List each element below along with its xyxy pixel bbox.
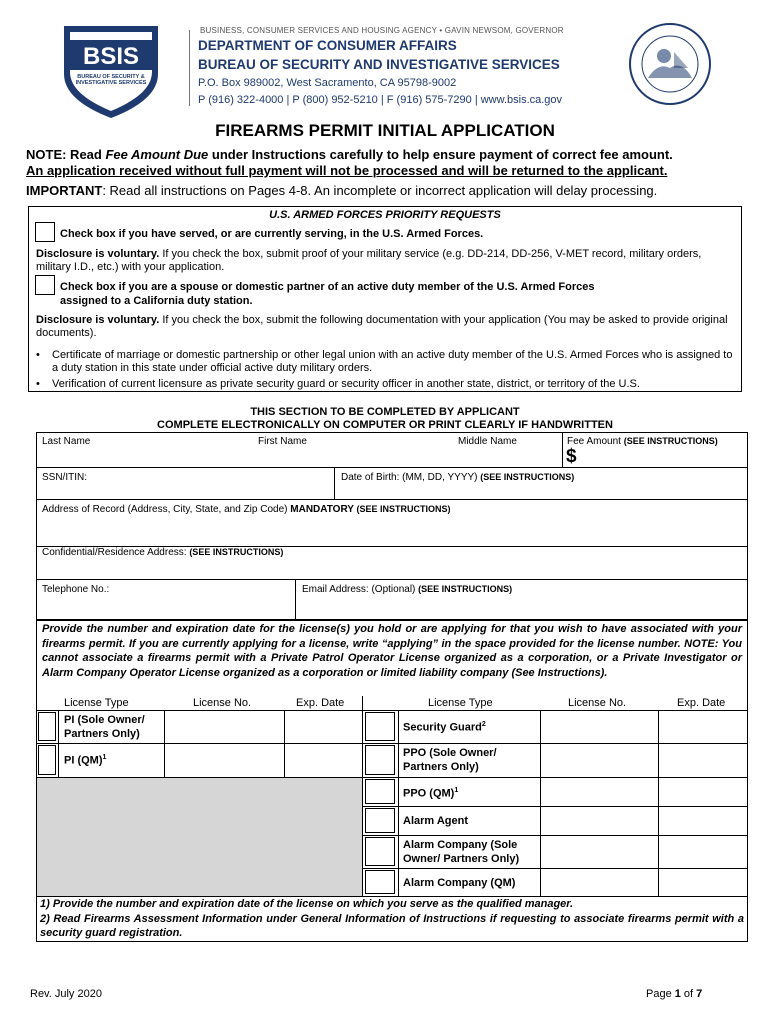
footnote-1: 1) Provide the number and expiration date of the license on which you serve as the qualified manager. [40,898,574,910]
alarm-company-sole-owner-label: Alarm Company (Sole Owner/ Partners Only) [403,839,520,865]
dob-input[interactable] [340,484,744,497]
bullet-1: • Certificate of marriage or domestic partnership or other legal union with an active duty member of the U.S. Armed Forces who is assigned to a duty station in this state under official active duty military orders. [36,349,733,374]
state-seal [628,22,712,106]
important-note: IMPORTANT: Read all instructions on Pages 4-8. An incomplete or incorrect application will delay processing. [26,183,658,198]
telephone-label: Telephone No.: [42,584,110,595]
alarm-company-sole-owner-checkbox[interactable] [365,837,395,866]
email-input[interactable] [300,597,744,617]
alarm-agent-license-no[interactable] [542,808,656,833]
payment-warning: An application received without full payment will not be processed and will be returned to the applicant. [26,163,668,178]
ppo-sole-owner-label: PPO (Sole Owner/ Partners Only) [403,747,497,773]
fee-amount-label: Fee Amount (SEE INSTRUCTIONS) [567,436,718,447]
ppo-qm-exp-date[interactable] [660,779,746,804]
alarm-company-qm-license-no[interactable] [542,870,656,894]
alarm-agent-exp-date[interactable] [660,808,746,833]
fee-note: NOTE: Read Fee Amount Due under Instructions carefully to help ensure payment of correct fee amount. [26,147,673,162]
middle-name-label: Middle Name [458,436,517,447]
ppo-sole-owner-checkbox[interactable] [365,745,395,775]
page-number: Page 1 of 7 [646,988,703,1000]
alarm-agent-checkbox[interactable] [365,808,395,833]
spouse-label-2: assigned to a California duty station. [60,295,253,307]
col-license-no-right: License No. [568,697,627,709]
pi-qm-checkbox[interactable] [38,745,56,775]
bureau-address: P.O. Box 989002, West Sacramento, CA 95798-9002 [198,77,457,89]
svg-text:BUREAU OF SECURITY &: BUREAU OF SECURITY & [77,74,145,80]
fee-amount-input[interactable] [582,448,742,465]
spouse-checkbox[interactable] [35,275,55,295]
col-license-type-left: License Type [64,697,129,709]
col-license-type-right: License Type [428,697,493,709]
alarm-company-qm-exp-date[interactable] [660,870,746,894]
email-label: Email Address: (Optional) (SEE INSTRUCTIONS) [302,584,513,595]
ppo-qm-checkbox[interactable] [365,779,395,804]
military-service-label: Check box if you have served, or are currently serving, in the U.S. Armed Forces. [60,228,484,240]
address-of-record-input[interactable] [40,518,744,544]
pi-sole-owner-exp-date[interactable] [286,712,360,741]
security-guard-label: Security Guard$^2$ [403,721,486,734]
alarm-company-sole-owner-exp-date[interactable] [660,837,746,866]
military-service-checkbox[interactable] [35,222,55,242]
agency-line: BUSINESS, CONSUMER SERVICES AND HOUSING AGENCY • GAVIN NEWSOM, GOVERNOR [200,26,564,35]
address-of-record-label: Address of Record (Address, City, State, and Zip Code) MANDATORY (SEE INSTRUCTIONS) [42,504,451,515]
confidential-address-label: Confidential/Residence Address: (SEE INSTRUCTIONS) [42,547,284,558]
col-exp-date-right: Exp. Date [677,697,726,709]
security-guard-exp-date[interactable] [660,712,746,741]
department-name: DEPARTMENT OF CONSUMER AFFAIRS [198,38,457,53]
ppo-sole-owner-license-no[interactable] [542,745,656,775]
alarm-agent-label: Alarm Agent [403,815,468,827]
pi-sole-owner-checkbox[interactable] [38,712,56,741]
alarm-company-sole-owner-license-no[interactable] [542,837,656,866]
col-exp-date-left: Exp. Date [296,697,345,709]
dollar-sign: $ [566,446,577,467]
revision-date: Rev. July 2020 [30,988,102,1000]
svg-text:INVESTIGATIVE SERVICES: INVESTIGATIVE SERVICES [75,80,147,86]
license-instructions: Provide the number and expiration date for the license(s) you hold or are applying for that you wish to have associated with your firearms permit. If you are currently applying for a license, write “applying” in the space provided for the license number. NOTE: You cannot associate a firearms permit with a Private Patrol Operator License organized as a corporation, or a Private Investigator or Alarm Company Operator License organized as a corporation or limited liability company (See Instructions). [42,623,742,679]
applicant-heading-2: COMPLETE ELECTRONICALLY ON COMPUTER OR PRINT CLEARLY IF HANDWRITTEN [157,419,613,431]
pi-qm-label: PI (QM)$^1$ [64,754,107,767]
header-divider [189,30,190,106]
pi-sole-owner-label: PI (Sole Owner/ Partners Only) [64,714,145,740]
bureau-contact: P (916) 322-4000 | P (800) 952-5210 | F (916) 575-7290 | www.bsis.ca.gov [198,94,563,106]
ppo-qm-label: PPO (QM)$^1$ [403,787,459,800]
confidential-address-input[interactable] [40,560,744,577]
left-gray-area [37,777,362,896]
security-guard-license-no[interactable] [542,712,656,741]
bsis-logo [56,20,166,120]
pi-sole-owner-license-no[interactable] [166,712,282,741]
security-guard-checkbox[interactable] [365,712,395,741]
ssn-label: SSN/ITIN: [42,472,88,483]
last-name-label: Last Name [42,436,91,447]
first-name-label: First Name [258,436,307,447]
footnote-2: 2) Read Firearms Assessment Information under General Information of Instructions if requesting to associate firearms permit with a security guard registration. [40,913,744,939]
alarm-company-qm-checkbox[interactable] [365,870,395,894]
applicant-heading-1: THIS SECTION TO BE COMPLETED BY APPLICANT [250,406,520,418]
alarm-company-qm-label: Alarm Company (QM) [403,877,516,889]
telephone-input[interactable] [40,597,290,617]
ppo-qm-license-no[interactable] [542,779,656,804]
ssn-input[interactable] [40,484,330,497]
bureau-name: BUREAU OF SECURITY AND INVESTIGATIVE SERVICES [198,57,560,72]
ppo-sole-owner-exp-date[interactable] [660,745,746,775]
pi-qm-license-no[interactable] [166,745,282,775]
col-license-no-left: License No. [193,697,252,709]
svg-text:BSIS: BSIS [82,43,140,70]
pi-qm-exp-date[interactable] [286,745,360,775]
armed-forces-heading: U.S. ARMED FORCES PRIORITY REQUESTS [269,209,501,221]
dob-label: Date of Birth: (MM, DD, YYYY) (SEE INSTRUCTIONS) [341,472,575,483]
disclosure-2: Disclosure is voluntary. If you check the box, submit the following documentation with your application (You may be asked to provide original documents). [36,314,728,339]
form-title: FIREARMS PERMIT INITIAL APPLICATION [215,121,555,140]
disclosure-1: Disclosure is voluntary. If you check the box, submit proof of your military service (e.g. DD-214, DD-256, V-MET record, military orders, military I.D., etc.) with your application. [36,248,702,273]
spouse-label-1: Check box if you are a spouse or domestic partner of an active duty member of the U.S. Armed Forces [60,281,595,293]
bullet-2: • Verification of current licensure as private security guard or security officer in another state, district, or territory of the U.S. [36,378,640,390]
last-name-input[interactable] [40,448,550,465]
